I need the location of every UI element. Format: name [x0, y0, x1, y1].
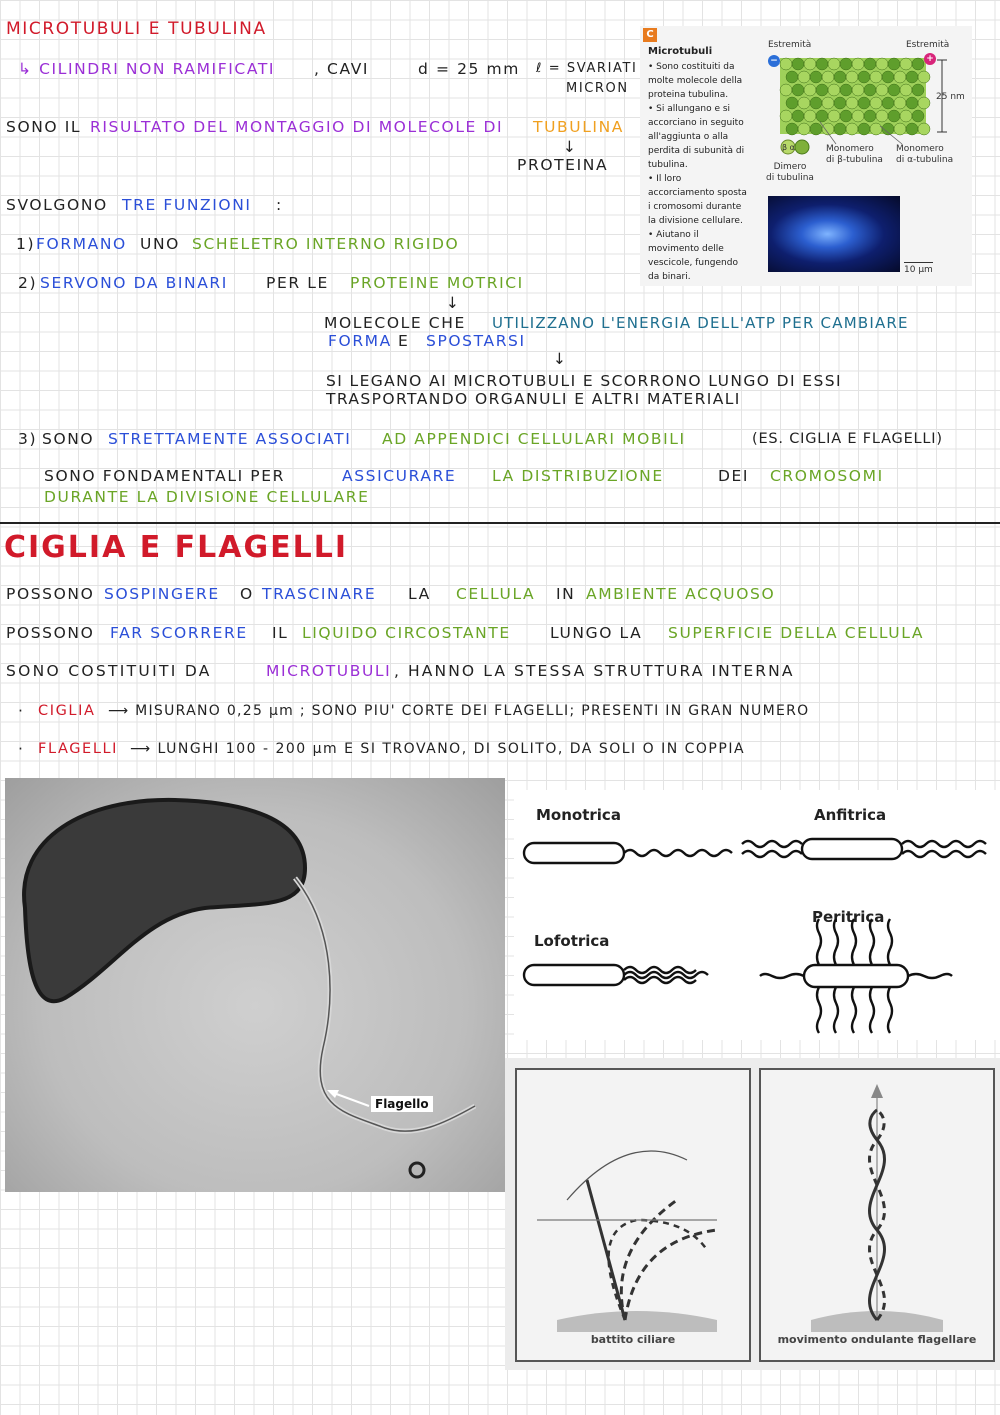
tubulin-sphere	[840, 110, 852, 122]
tubulin-sphere	[912, 58, 924, 70]
f3b-cromosomi: CROMOSOMI	[770, 467, 884, 485]
f2b-spostarsi: SPOSTARSI	[426, 332, 526, 350]
tubulin-sphere	[834, 71, 846, 83]
tubulin-sphere	[858, 71, 870, 83]
f2b-forma: FORMA	[328, 332, 392, 350]
text-tre-funzioni: TRE FUNZIONI	[122, 196, 252, 214]
l1-sospingere: SOSPINGERE	[104, 585, 220, 603]
tubulin-sphere	[894, 71, 906, 83]
f3-associati: STRETTAMENTE ASSOCIATI	[108, 430, 352, 448]
tubulin-sphere	[780, 110, 792, 122]
tubulin-sphere	[912, 84, 924, 96]
tubulin-sphere	[840, 84, 852, 96]
f2-proteine: PROTEINE MOTRICI	[350, 274, 524, 292]
tubulin-sphere	[852, 58, 864, 70]
text-tubulina: TUBULINA	[533, 118, 624, 136]
tubulin-sphere	[906, 97, 918, 109]
flagellar-wave-drawing	[761, 1070, 993, 1360]
tubulin-sphere	[846, 123, 858, 135]
text-sono-il: SONO IL	[6, 118, 82, 136]
f2-number: 2)	[18, 274, 38, 292]
flagella-shapes	[514, 790, 1000, 1040]
l1-in: IN	[556, 585, 576, 603]
f2b-e: E	[398, 332, 410, 350]
tubulin-sphere	[780, 58, 792, 70]
tubulin-sphere	[816, 84, 828, 96]
label-lofotrica: Lofotrica	[534, 932, 610, 950]
l3-microtubuli: MICROTUBULI	[266, 662, 392, 680]
tubulin-sphere	[906, 71, 918, 83]
tubulin-sphere	[798, 97, 810, 109]
f3-esempio: (ES. CIGLIA E FLAGELLI)	[752, 431, 943, 447]
textbook-microtubuli-box	[640, 26, 972, 286]
tubulin-sphere	[858, 97, 870, 109]
caption-movimento-flagellare: movimento ondulante flagellare	[777, 1333, 977, 1346]
f1-scheletro: SCHELETRO INTERNO RIGIDO	[192, 235, 460, 253]
tubulin-sphere	[876, 110, 888, 122]
f2-arrow: ↓	[446, 294, 461, 312]
f2-per-le: PER LE	[266, 274, 329, 292]
l2-possono: POSSONO	[6, 624, 95, 642]
tubulin-sphere	[900, 58, 912, 70]
tubulin-sphere	[828, 58, 840, 70]
tubulin-sphere	[792, 110, 804, 122]
l5-desc: ⟶ LUNGHI 100 - 200 µm E SI TROVANO, DI SOLITO, DA SOLI O IN COPPIA	[130, 741, 746, 757]
tubulin-sphere	[894, 123, 906, 135]
tubulin-sphere	[864, 58, 876, 70]
tubulin-sphere	[828, 110, 840, 122]
tubulin-sphere	[912, 110, 924, 122]
f3-appendici: AD APPENDICI CELLULARI MOBILI	[382, 430, 686, 448]
flagellar-wave-panel	[759, 1068, 995, 1362]
label-dimer-glyph: β α	[782, 143, 795, 152]
tubulin-sphere	[852, 84, 864, 96]
tubulin-sphere	[846, 71, 858, 83]
ciliary-beat-drawing	[517, 1070, 749, 1360]
microtubule-illustration	[640, 26, 972, 196]
tubulin-sphere	[798, 123, 810, 135]
label-end-right: Estremità	[906, 40, 950, 50]
l2-liquido: LIQUIDO CIRCOSTANTE	[302, 624, 511, 642]
tubulin-sphere	[870, 71, 882, 83]
l5-flagelli: FLAGELLI	[38, 741, 119, 757]
label-dimer: Dimero di tubulina	[766, 162, 814, 183]
label-end-left: Estremità	[768, 40, 812, 50]
tubulin-sphere	[798, 71, 810, 83]
tubulin-sphere	[894, 97, 906, 109]
l1-o: O	[240, 585, 254, 603]
tubulin-sphere	[876, 84, 888, 96]
tubulin-sphere	[864, 110, 876, 122]
tubulin-sphere	[804, 58, 816, 70]
tubulin-sphere	[846, 97, 858, 109]
tubulin-sphere	[900, 84, 912, 96]
tubulin-sphere	[918, 71, 930, 83]
l2-scorrere: FAR SCORRERE	[110, 624, 248, 642]
section-divider	[0, 522, 1000, 524]
bacterium-drawing	[5, 778, 505, 1192]
f2c-legano: SI LEGANO AI MICROTUBULI E SCORRONO LUNGO DI ESSI	[326, 372, 842, 390]
f1-uno: UNO	[140, 235, 180, 253]
tubulin-sphere	[786, 97, 798, 109]
label-25nm: 25 nm	[936, 92, 965, 102]
tubulin-sphere	[900, 110, 912, 122]
tubulin-sphere	[834, 123, 846, 135]
l4-dot: ·	[18, 702, 25, 720]
tubulin-sphere	[822, 71, 834, 83]
l3-sono: SONO COSTITUITI DA	[6, 662, 212, 680]
text-risultato: RISULTATO DEL MONTAGGIO DI MOLECOLE DI	[90, 118, 504, 136]
caption-battito-ciliare: battito ciliare	[590, 1333, 676, 1346]
text-micron: MICRON	[566, 81, 629, 96]
section-title-ciglia: CIGLIA E FLAGELLI	[4, 530, 349, 565]
tubulin-sphere	[870, 123, 882, 135]
tubulin-sphere	[876, 58, 888, 70]
plus-end-icon: +	[924, 53, 936, 65]
tubulin-sphere	[804, 84, 816, 96]
l5-dot: ·	[18, 740, 25, 758]
label-alpha-monomer: Monomero di α-tubulina	[896, 144, 954, 165]
f3b-dei: DEI	[718, 467, 750, 485]
textbook-title: Microtubuli	[648, 46, 713, 57]
fluorescence-micrograph	[768, 196, 900, 272]
f3b-fondamentali: SONO FONDAMENTALI PER	[44, 467, 286, 485]
label-peritrica: Peritrica	[812, 908, 885, 926]
text-cilindri: ↳ CILINDRI NON RAMIFICATI	[18, 60, 276, 78]
tubulin-sphere	[882, 97, 894, 109]
textbook-description: • Sono costituiti da molte molecole della proteina tubulina. • Si allungano e si accorciano in seguito all'aggiunta o alla perdita di subunità di tubulina. • Il loro accorciamento sposta i cromosomi durante la divisione cellulare. • Aiutano il movimento delle vescicole, fungendo da binari.	[648, 62, 747, 282]
tubulin-sphere	[810, 71, 822, 83]
text-cavi: , CAVI	[314, 60, 370, 78]
text-diameter: d = 25 mm	[418, 60, 520, 78]
f3b-assicurare: ASSICURARE	[342, 467, 457, 485]
tubulin-sphere	[810, 123, 822, 135]
tubulin-sphere	[792, 84, 804, 96]
tubulin-sphere	[870, 97, 882, 109]
l1-ambiente: AMBIENTE ACQUOSO	[586, 585, 776, 603]
f2b-molecole: MOLECOLE CHE	[324, 314, 466, 332]
tubulin-sphere	[918, 97, 930, 109]
minus-end-icon: −	[768, 55, 780, 67]
f3b-distribuzione: LA DISTRIBUZIONE	[492, 467, 664, 485]
section-title-microtubuli: MICROTUBULI E TUBULINA	[6, 19, 267, 39]
tubulin-sphere	[786, 123, 798, 135]
tubulin-sphere	[882, 71, 894, 83]
tubulin-sphere	[918, 123, 930, 135]
tubulin-sphere	[816, 58, 828, 70]
f3b-divisione: DURANTE LA DIVISIONE CELLULARE	[44, 488, 370, 506]
l3-struttura: , HANNO LA STESSA STRUTTURA INTERNA	[394, 662, 795, 680]
text-proteina: PROTEINA	[517, 156, 609, 174]
tubulin-sphere	[780, 84, 792, 96]
bacterium-micrograph	[5, 778, 505, 1192]
label-anfitrica: Anfitrica	[814, 806, 887, 824]
f2b-arrow: ↓	[553, 350, 568, 368]
ciliary-beat-panel	[515, 1068, 751, 1362]
textbook-badge: C	[643, 28, 657, 42]
l1-possono: POSSONO	[6, 585, 95, 603]
text-length: ℓ = SVARIATI	[536, 61, 638, 76]
tubulin-sphere	[828, 84, 840, 96]
label-beta-monomer: Monomero di β-tubulina	[826, 144, 883, 165]
l1-la: LA	[408, 585, 431, 603]
tubulin-sphere	[810, 97, 822, 109]
l1-trascinare: TRASCINARE	[262, 585, 377, 603]
tubulin-sphere	[840, 58, 852, 70]
tubulin-sphere	[822, 97, 834, 109]
arrow-tubulina: ↓	[563, 138, 578, 156]
l4-desc: ⟶ MISURANO 0,25 µm ; SONO PIU' CORTE DEI FLAGELLI; PRESENTI IN GRAN NUMERO	[108, 703, 810, 719]
text-svolgono: SVOLGONO	[6, 196, 108, 214]
tubulin-sphere	[816, 110, 828, 122]
tubulin-sphere	[888, 84, 900, 96]
tubulin-sphere	[852, 110, 864, 122]
tubulin-sphere	[858, 123, 870, 135]
tubulin-sphere	[834, 97, 846, 109]
f1-number: 1)	[16, 235, 36, 253]
flagello-label: Flagello	[371, 1096, 433, 1112]
f2b-energia: UTILIZZANO L'ENERGIA DELL'ATP PER CAMBIARE	[492, 314, 909, 332]
tubulin-sphere	[786, 71, 798, 83]
tubulin-sphere	[906, 123, 918, 135]
f2-binari: SERVONO DA BINARI	[40, 274, 228, 292]
tubulin-sphere	[888, 110, 900, 122]
label-monotrica: Monotrica	[536, 806, 621, 824]
f3-number: 3)	[18, 430, 38, 448]
tubulin-sphere	[792, 58, 804, 70]
f2c-trasportando: TRASPORTANDO ORGANULI E ALTRI MATERIALI	[326, 390, 741, 408]
l2-il: IL	[272, 624, 289, 642]
f3-sono: SONO	[42, 430, 95, 448]
l4-ciglia: CIGLIA	[38, 703, 96, 719]
tubulin-sphere	[888, 58, 900, 70]
l1-cellula: CELLULA	[456, 585, 536, 603]
text-colon: :	[276, 196, 283, 214]
flagella-arrangement-diagram	[514, 790, 1000, 1040]
label-scale-10um: 10 µm	[904, 262, 933, 276]
movement-diagrams	[505, 1058, 1000, 1370]
tubulin-sphere	[864, 84, 876, 96]
l2-lungo: LUNGO LA	[550, 624, 643, 642]
tubulin-sphere	[804, 110, 816, 122]
f1-formano: FORMANO	[36, 235, 127, 253]
l2-superficie: SUPERFICIE DELLA CELLULA	[668, 624, 925, 642]
